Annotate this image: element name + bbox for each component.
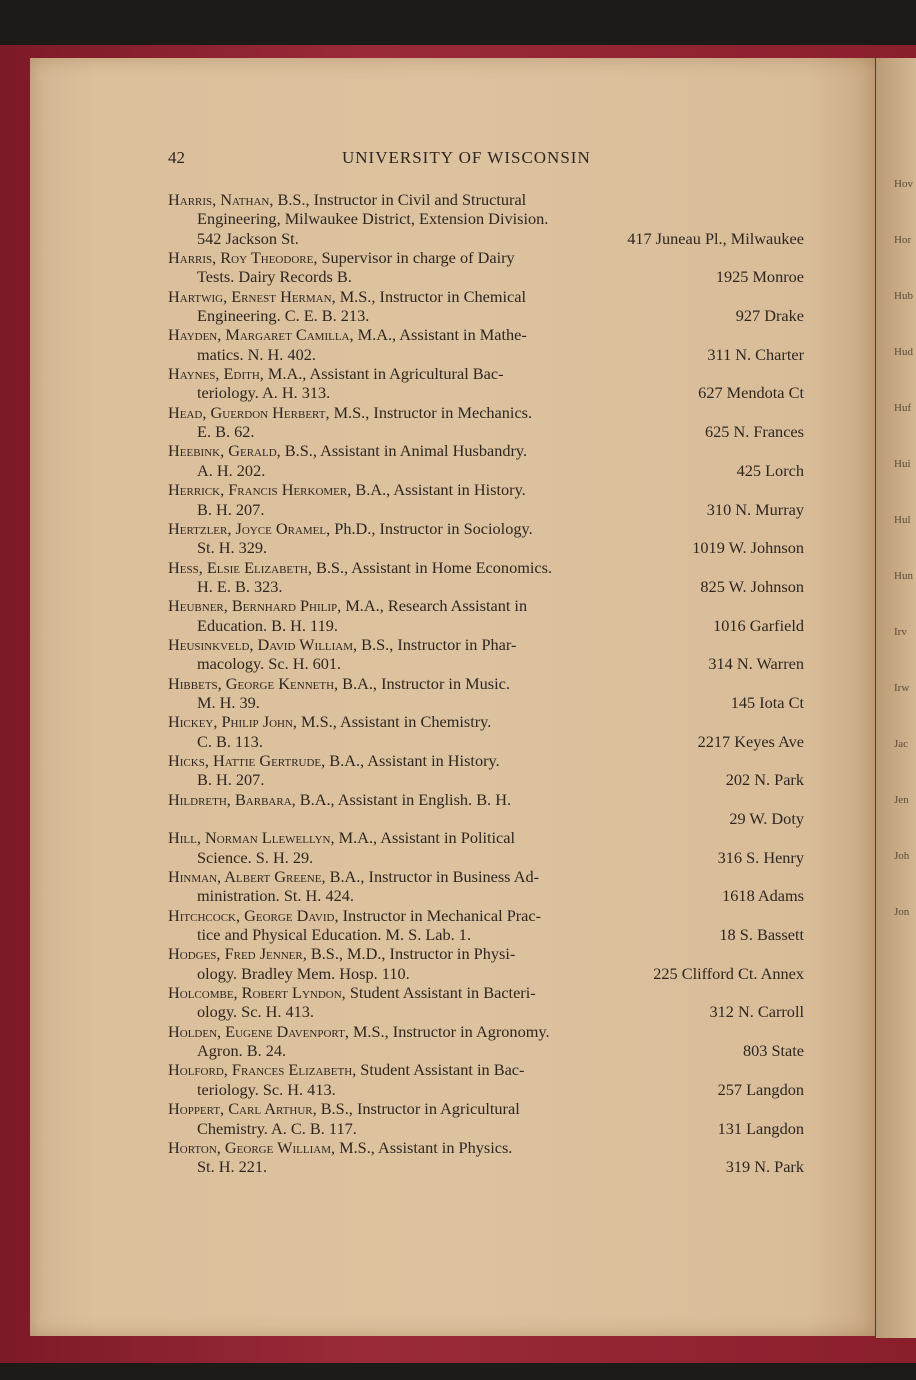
- adjacent-page-fragment: Hun: [894, 570, 913, 582]
- entry-text: St. H. 221.: [197, 1157, 268, 1177]
- adjacent-page-fragment: Jon: [894, 906, 910, 918]
- entry-continuation-line: [168, 809, 804, 828]
- entry-address: 2217 Keyes Ave: [697, 731, 804, 751]
- entry-address: 927 Drake: [735, 306, 804, 326]
- entry-continuation-line: [168, 577, 804, 596]
- entry-text: Tests. Dairy Records B.: [197, 267, 352, 287]
- entry-text: Hinman, Albert Greene, B.A., Instructor in Business Ad-: [168, 867, 540, 887]
- entry-text: Hill, Norman Llewellyn, M.A., Assistant in Political: [168, 828, 516, 848]
- entry-name-line: [168, 403, 804, 422]
- entry-continuation-line: [168, 770, 804, 789]
- entry-text: A. H. 202.: [197, 460, 266, 480]
- adjacent-page-edge: [876, 58, 916, 1338]
- page-header: [0, 148, 916, 170]
- entry-text: Engineering. C. E. B. 213.: [197, 306, 370, 326]
- entry-text: Chemistry. A. C. B. 117.: [197, 1118, 357, 1138]
- directory-entries: [168, 190, 804, 1177]
- entry-text: H. E. B. 323.: [197, 576, 283, 596]
- running-title: UNIVERSITY OF WISCONSIN: [342, 148, 591, 167]
- entry-text: matics. N. H. 402.: [197, 344, 316, 364]
- entry-text: St. H. 329.: [197, 538, 268, 558]
- scanner-background-bottom: [0, 1363, 916, 1380]
- entry-text: Herrick, Francis Herkomer, B.A., Assistant in History.: [168, 480, 526, 500]
- entry-name-line: [168, 287, 804, 306]
- entry-continuation-line: [168, 964, 804, 983]
- entry-address: 257 Langdon: [717, 1079, 804, 1099]
- entry-text: Holden, Eugene Davenport, M.S., Instructor in Agronomy.: [168, 1021, 550, 1041]
- entry-address: 319 N. Park: [725, 1157, 804, 1177]
- entry-text: Hitchcock, George David, Instructor in Mechanical Prac-: [168, 905, 542, 925]
- entry-name-line: [168, 364, 804, 383]
- entry-continuation-line: [168, 267, 804, 286]
- entry-name-line: [168, 1138, 804, 1157]
- entry-continuation-line: [168, 654, 804, 673]
- adjacent-page-fragment: Irw: [894, 682, 910, 694]
- entry-name-line: [168, 828, 804, 847]
- entry-text: ology. Sc. H. 413.: [197, 1002, 314, 1022]
- entry-name-line: [168, 712, 804, 731]
- entry-continuation-line: [168, 461, 804, 480]
- entry-text: Hibbets, George Kenneth, B.A., Instructor in Music.: [168, 673, 510, 693]
- entry-text: Harris, Nathan, B.S., Instructor in Civil and Structural: [168, 190, 527, 209]
- adjacent-page-fragment: Hui: [894, 458, 911, 470]
- entry-text: M. H. 39.: [197, 692, 260, 712]
- scanner-background-top: [0, 0, 916, 45]
- entry-address: 225 Clifford Ct. Annex: [653, 963, 804, 983]
- entry-text: ology. Bradley Mem. Hosp. 110.: [197, 963, 410, 983]
- entry-address: 1019 W. Johnson: [692, 538, 804, 558]
- entry-address: 131 Langdon: [717, 1118, 804, 1138]
- adjacent-page-fragment: Jac: [894, 738, 909, 750]
- entry-address: 627 Mendota Ct: [698, 383, 804, 403]
- entry-continuation-line: [168, 1119, 804, 1138]
- entry-text: Haynes, Edith, M.A., Assistant in Agricultural Bac-: [168, 364, 504, 384]
- entry-name-line: [168, 480, 804, 499]
- entry-continuation-line: [168, 616, 804, 635]
- entry-text: E. B. 62.: [197, 422, 255, 442]
- entry-text: Heubner, Bernhard Philip, M.A., Research Assistant in: [168, 596, 528, 616]
- entry-address: 316 S. Henry: [717, 847, 804, 867]
- entry-text: Education. B. H. 119.: [197, 615, 338, 635]
- entry-continuation-line: [168, 345, 804, 364]
- entry-name-line: [168, 596, 804, 615]
- entry-text: macology. Sc. H. 601.: [197, 654, 342, 674]
- entry-address: 417 Juneau Pl., Milwaukee: [627, 228, 804, 248]
- entry-name-line: [168, 635, 804, 654]
- entry-address: 1618 Adams: [722, 886, 804, 906]
- entry-text: tice and Physical Education. M. S. Lab. 1.: [197, 925, 472, 945]
- entry-text: Harris, Roy Theodore, Supervisor in charge of Dairy: [168, 248, 515, 268]
- adjacent-page-fragment: Hov: [894, 178, 913, 190]
- entry-continuation-line: [168, 1080, 804, 1099]
- entry-name-line: [168, 1060, 804, 1079]
- entry-text: Hildreth, Barbara, B.A., Assistant in English. B. H.: [168, 789, 512, 809]
- entry-address: 425 Lorch: [736, 460, 804, 480]
- entry-name-line: [168, 558, 804, 577]
- entry-name-line: [168, 751, 804, 770]
- entry-text: Hickey, Philip John, M.S., Assistant in Chemistry.: [168, 712, 492, 732]
- entry-continuation-line: [168, 1041, 804, 1060]
- entry-address: 29 W. Doty: [729, 809, 804, 828]
- entry-address: 1925 Monroe: [715, 267, 804, 287]
- entry-text: Hodges, Fred Jenner, B.S., M.D., Instructor in Physi-: [168, 944, 516, 964]
- entry-continuation-line: [168, 886, 804, 905]
- entry-name-line: [168, 674, 804, 693]
- entry-continuation-line: [168, 693, 804, 712]
- entry-text: Hoppert, Carl Arthur, B.S., Instructor in Agricultural: [168, 1099, 520, 1119]
- entry-continuation-line: [168, 306, 804, 325]
- entry-name-line: [168, 1022, 804, 1041]
- entry-address: 1016 Garfield: [713, 615, 804, 635]
- entry-text: Hess, Elsie Elizabeth, B.S., Assistant in Home Economics.: [168, 557, 553, 577]
- entry-text: Science. S. H. 29.: [197, 847, 314, 867]
- entry-name-line: [168, 325, 804, 344]
- entry-address: 145 Iota Ct: [730, 692, 804, 712]
- entry-name-line: [168, 248, 804, 267]
- entry-name-line: [168, 790, 804, 809]
- entry-text: Hicks, Hattie Gertrude, B.A., Assistant in History.: [168, 750, 500, 770]
- entry-text: Hartwig, Ernest Herman, M.S., Instructor in Chemical: [168, 286, 527, 306]
- entry-continuation-line: [168, 848, 804, 867]
- entry-name-line: [168, 983, 804, 1002]
- entry-address: 202 N. Park: [725, 770, 804, 790]
- adjacent-page-fragment: Joh: [894, 850, 910, 862]
- entry-address: 803 State: [742, 1041, 804, 1061]
- entry-address: 312 N. Carroll: [709, 1002, 804, 1022]
- entry-address: 18 S. Bassett: [719, 925, 804, 945]
- adjacent-page-fragment: Hub: [894, 290, 913, 302]
- entry-name-line: [168, 1099, 804, 1118]
- entry-continuation-line: [168, 229, 804, 248]
- entry-address: 311 N. Charter: [707, 344, 804, 364]
- entry-text: Holcombe, Robert Lyndon, Student Assistant in Bacteri-: [168, 983, 536, 1003]
- entry-text: Agron. B. 24.: [197, 1041, 287, 1061]
- entry-text: 542 Jackson St.: [197, 228, 299, 248]
- adjacent-page-fragment: Hud: [894, 346, 913, 358]
- entry-name-line: [168, 519, 804, 538]
- entry-text: Horton, George William, M.S., Assistant in Physics.: [168, 1137, 513, 1157]
- entry-name-line: [168, 867, 804, 886]
- entry-text: ministration. St. H. 424.: [197, 886, 354, 906]
- entry-name-line: [168, 944, 804, 963]
- entry-text: Head, Guerdon Herbert, M.S., Instructor in Mechanics.: [168, 402, 533, 422]
- entry-text: C. B. 113.: [197, 731, 263, 751]
- entry-text: Heusinkveld, David William, B.S., Instructor in Phar-: [168, 634, 517, 654]
- entry-text: B. H. 207.: [197, 499, 265, 519]
- entry-address: 625 N. Frances: [704, 422, 804, 442]
- entry-text: Heebink, Gerald, B.S., Assistant in Animal Husbandry.: [168, 441, 528, 461]
- entry-address: 310 N. Murray: [706, 499, 804, 519]
- adjacent-page-fragment: Huf: [894, 402, 912, 414]
- adjacent-page-fragment: Hul: [894, 514, 911, 526]
- entry-text: teriology. Sc. H. 413.: [197, 1079, 336, 1099]
- entry-text: Hayden, Margaret Camilla, M.A., Assistant in Mathe-: [168, 325, 527, 345]
- entry-text: Engineering, Milwaukee District, Extension Division.: [197, 209, 549, 229]
- adjacent-page-fragment: Hor: [894, 234, 912, 246]
- entry-continuation-line: [168, 732, 804, 751]
- entry-address: 314 N. Warren: [708, 654, 804, 674]
- entry-text: B. H. 207.: [197, 770, 265, 790]
- entry-continuation-line: [168, 383, 804, 402]
- entry-text: Holford, Frances Elizabeth, Student Assistant in Bac-: [168, 1060, 525, 1080]
- adjacent-page-fragment: Jen: [894, 794, 909, 806]
- entry-continuation-line: [168, 925, 804, 944]
- entry-address: 825 W. Johnson: [700, 576, 804, 596]
- entry-continuation-line: [168, 209, 804, 228]
- entry-name-line: [168, 441, 804, 460]
- entry-continuation-line: [168, 1157, 804, 1176]
- entry-name-line: [168, 190, 804, 209]
- entry-continuation-line: [168, 1002, 804, 1021]
- entry-text: teriology. A. H. 313.: [197, 383, 331, 403]
- entry-text: Hertzler, Joyce Oramel, Ph.D., Instructor in Sociology.: [168, 518, 533, 538]
- entry-name-line: [168, 906, 804, 925]
- entry-continuation-line: [168, 500, 804, 519]
- entry-continuation-line: [168, 538, 804, 557]
- adjacent-page-fragment: Irv: [894, 626, 907, 638]
- page-number: 42: [168, 148, 185, 167]
- entry-continuation-line: [168, 422, 804, 441]
